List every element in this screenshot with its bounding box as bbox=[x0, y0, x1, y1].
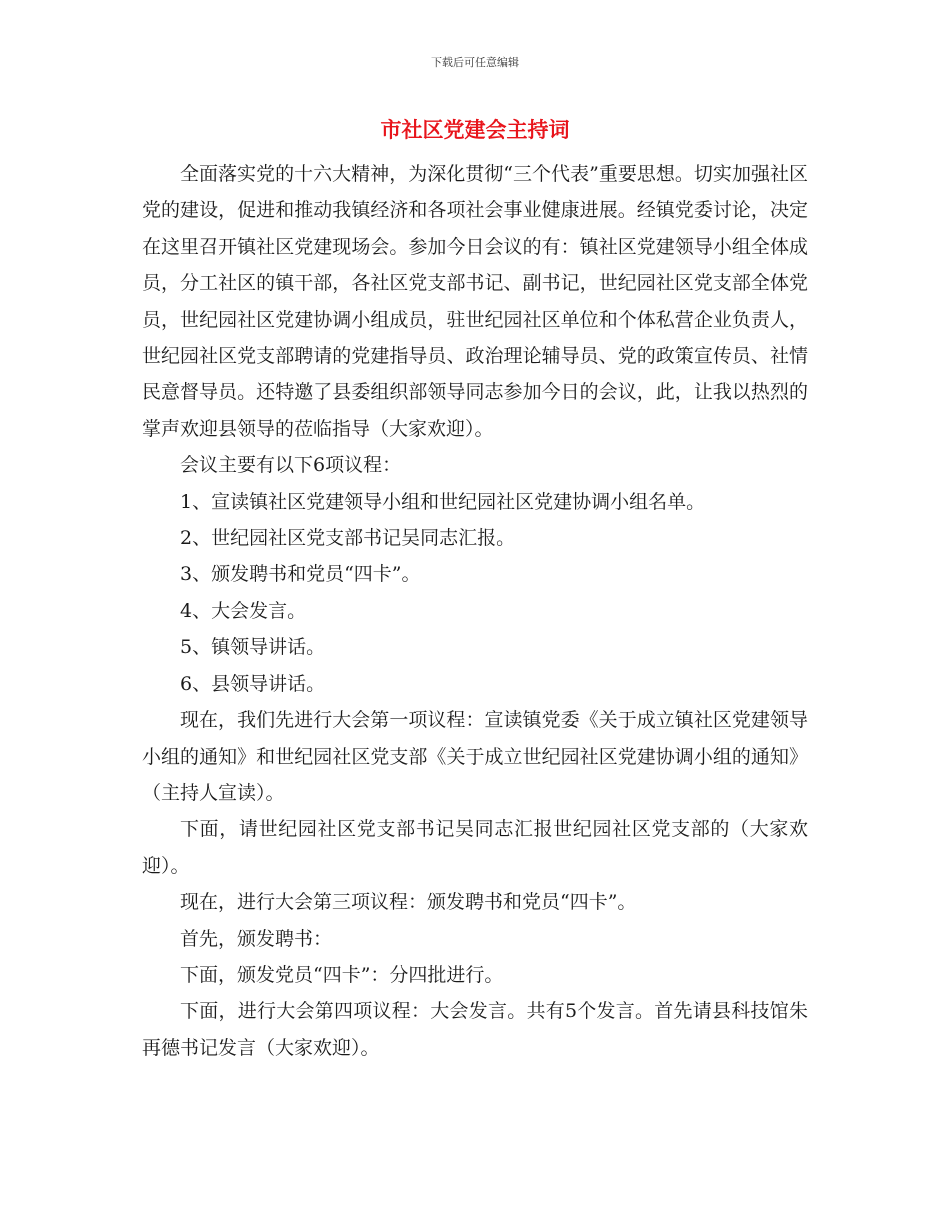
paragraph-report: 下面，请世纪园社区党支部书记吴同志汇报世纪园社区党支部的（大家欢迎）。 bbox=[142, 818, 808, 877]
document-body bbox=[142, 156, 808, 1066]
document-title: 市社区党建会主持词 bbox=[380, 118, 570, 142]
paragraph-third-item: 现在，进行大会第三项议程：颁发聘书和党员“四卡”。 bbox=[180, 891, 637, 914]
agenda-item-6: 6、县领导讲话。 bbox=[180, 672, 326, 695]
paragraph-intro: 全面落实党的十六大精神，为深化贯彻“三个代表”重要思想。切实加强社区党的建设，促进和推动我镇经济和各项社会事业健康进展。经镇党委讨论，决定在这里召开镇社区党建现场会。参加今日会议的有：镇社区党建领导小组全体成员，分工社区的镇干部，各社区党支部书记、副书记，世纪园社区党支部全体党员，世纪园社区党建协调小组成员，驻世纪园社区单位和个体私营企业负责人，世纪园社区党支部聘请的党建指导员、政治理论辅导员、党的政策宣传员、社情民意督导员。还特邀了县委组织部领导同志参加今日的会议，此，让我以热烈的掌声欢迎县领导的莅临指导（大家欢迎）。 bbox=[142, 163, 808, 440]
paragraph-first-item: 现在，我们先进行大会第一项议程：宣读镇党委《关于成立镇社区党建领导小组的通知》和世纪园社区党支部《关于成立世纪园社区党建协调小组的通知》（主持人宣读）。 bbox=[142, 709, 808, 804]
agenda-item-2: 2、世纪园社区党支部书记吴同志汇报。 bbox=[180, 527, 516, 550]
header-note: 下载后可任意编辑 bbox=[431, 56, 519, 69]
paragraph-fourth-item: 下面，进行大会第四项议程：大会发言。共有5个发言。首先请县科技馆朱再德书记发言（大家欢迎）。 bbox=[142, 1000, 808, 1059]
agenda-item-3: 3、颁发聘书和党员“四卡”。 bbox=[180, 563, 421, 586]
agenda-item-1: 1、宣读镇社区党建领导小组和世纪园社区党建协调小组名单。 bbox=[180, 490, 706, 513]
paragraph-certificates: 首先，颁发聘书： bbox=[180, 927, 333, 950]
paragraph-four-cards: 下面，颁发党员“四卡”：分四批进行。 bbox=[180, 963, 504, 986]
agenda-item-5: 5、镇领导讲话。 bbox=[180, 636, 326, 659]
paragraph-agenda-heading: 会议主要有以下6项议程： bbox=[180, 454, 402, 477]
agenda-item-4: 4、大会发言。 bbox=[180, 599, 307, 622]
